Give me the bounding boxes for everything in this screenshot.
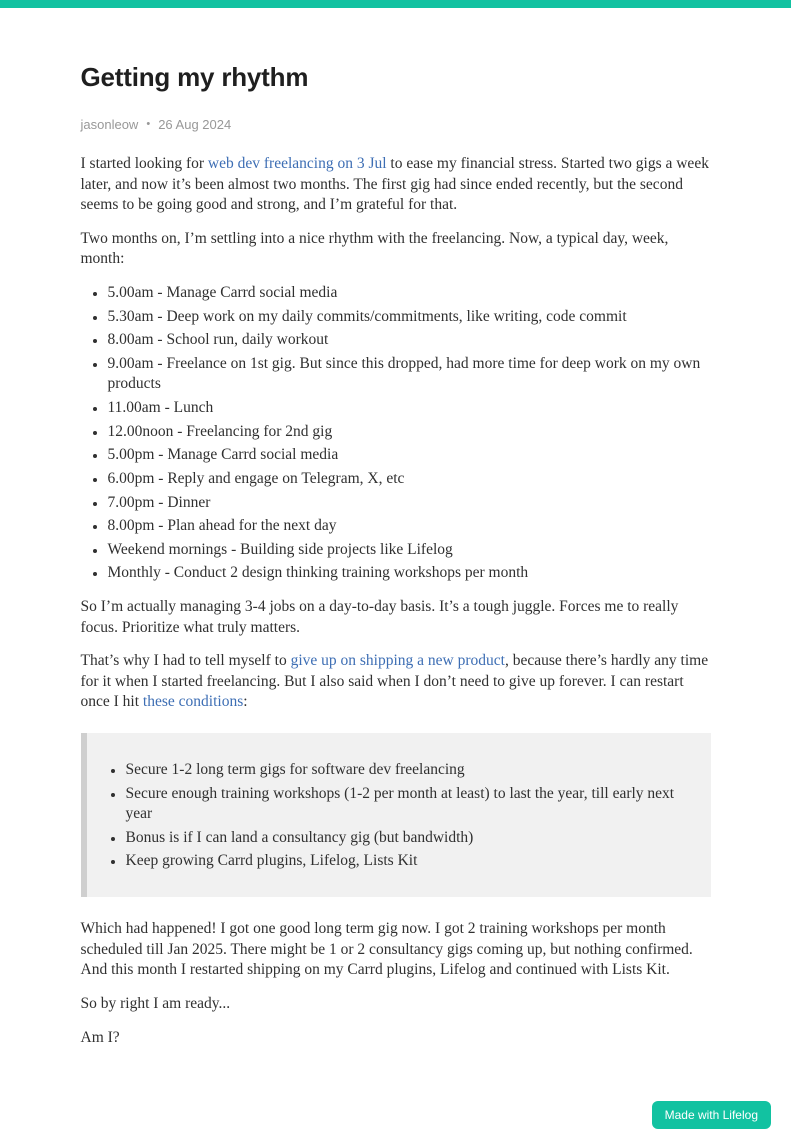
paragraph: Which had happened! I got one good long term gig now. I got 2 training workshops per month scheduled till Jan 2025. There might be 1 or 2 consultancy gigs coming up, but nothing confirmed. And this month I restarted shipping on my Carrd plugins, Lifelog and continued with Lists Kit. — [80, 920, 693, 979]
list-item: • Keep growing Carrd plugins, Lifelog, Lists Kit — [125, 851, 691, 872]
list-item: • 8.00am - School run, daily workout — [107, 330, 711, 351]
paragraph: I started looking for web dev freelancing on 3 Jul to ease my financial stress. Started two gigs a week later, and now it’s been almost two months. The first gig had since ended recently, but the second seems to be going good and strong, and I’m grateful for that. — [80, 155, 709, 214]
list-item: • 9.00am - Freelance on 1st gig. But since this dropped, had more time for deep work on my own products — [107, 354, 711, 395]
inline-link[interactable]: these conditions — [142, 693, 244, 711]
accent-top-bar — [0, 0, 791, 8]
paragraph: That’s why I had to tell myself to give up on shipping a new product, because there’s hardly any time for it when I started freelancing. But I also said when I don’t need to give up forever. I can restart once I hit these conditions: — [80, 652, 709, 711]
list-item: • Monthly - Conduct 2 design thinking training workshops per month — [107, 563, 711, 584]
byline-separator: • — [146, 118, 151, 130]
list-item: • Weekend mornings - Building side projects like Lifelog — [107, 540, 711, 561]
list-item: • 11.00am - Lunch — [107, 398, 711, 419]
post-page — [81, 8, 711, 1061]
inline-link[interactable]: web dev freelancing on 3 Jul — [207, 155, 387, 172]
paragraph: So by right I am ready... — [80, 994, 231, 1012]
bullet-list — [99, 760, 691, 872]
list-item: • Bonus is if I can land a consultancy gig (but bandwidth) — [125, 828, 691, 849]
author-name: jasonleow — [80, 117, 139, 132]
made-with-lifelog-button[interactable]: Made with Lifelog — [652, 1101, 771, 1129]
paragraph: So I’m actually managing 3-4 jobs on a day-to-day basis. It’s a tough juggle. Forces me to really focus. Prioritize what truly matters. — [80, 597, 679, 636]
list-item: • Secure 1-2 long term gigs for software dev freelancing — [125, 760, 691, 781]
bullet-list — [81, 283, 711, 584]
paragraph: Two months on, I’m settling into a nice rhythm with the freelancing. Now, a typical day, week, month: — [80, 229, 669, 268]
list-item: • Secure enough training workshops (1-2 per month at least) to last the year, till early next year — [125, 784, 691, 825]
post-date: 26 Aug 2024 — [158, 117, 232, 132]
footer — [0, 1061, 791, 1146]
list-item: • 8.00pm - Plan ahead for the next day — [107, 516, 711, 537]
article-body — [81, 154, 711, 1048]
list-item: • 5.00pm - Manage Carrd social media — [107, 445, 711, 466]
list-item: • 12.00noon - Freelancing for 2nd gig — [107, 422, 711, 443]
paragraph: Am I? — [80, 1028, 120, 1046]
page-title: Getting my rhythm — [80, 62, 309, 92]
list-item: • 5.30am - Deep work on my daily commits/commitments, like writing, code commit — [107, 307, 711, 328]
list-item: • 5.00am - Manage Carrd social media — [107, 283, 711, 304]
inline-link[interactable]: give up on shipping a new product — [290, 652, 505, 670]
byline — [81, 117, 711, 132]
list-item: • 6.00pm - Reply and engage on Telegram, X, etc — [107, 469, 711, 490]
blockquote — [81, 733, 711, 897]
list-item: • 7.00pm - Dinner — [107, 493, 711, 514]
